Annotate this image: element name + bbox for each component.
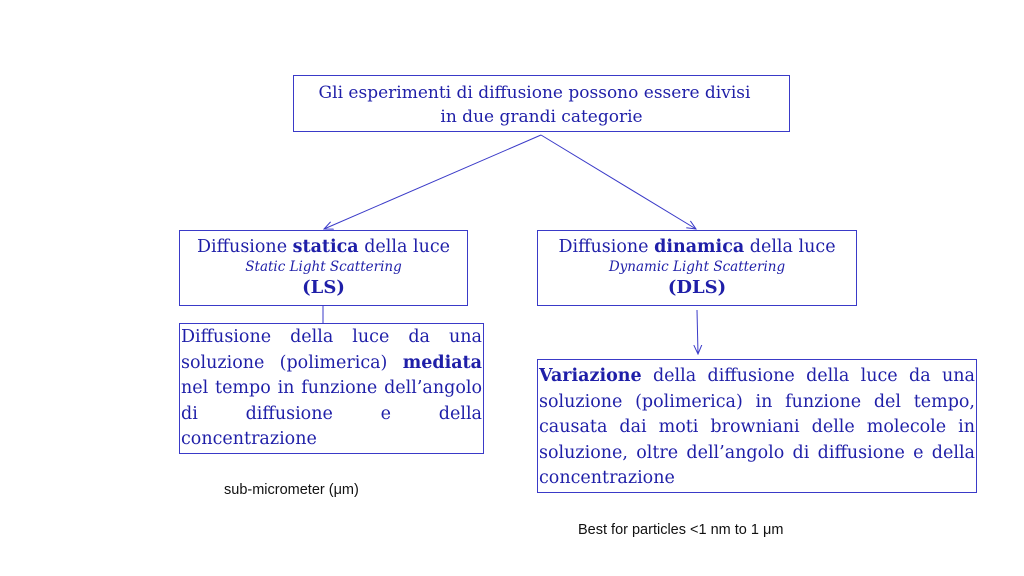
dls-abbreviation: (DLS) <box>667 277 727 298</box>
dls-category-box <box>537 230 857 306</box>
dls-title-bold: dinamica <box>654 237 745 257</box>
dls-subtitle: Dynamic Light Scattering <box>608 259 786 275</box>
dls-desc-bold: Variazione <box>539 366 642 386</box>
dls-title-post: della luce <box>749 237 836 257</box>
arrow-to-ls <box>324 135 541 229</box>
ls-desc-bold: mediata <box>402 352 482 373</box>
root-box <box>293 75 790 132</box>
arrow-dls-down <box>697 310 698 354</box>
ls-size-note: sub-micrometer (μm) <box>224 482 359 498</box>
root-text-line2: in due grandi categorie <box>440 107 643 127</box>
dls-title-pre: Diffusione <box>558 237 649 257</box>
ls-title-post: della luce <box>364 237 451 257</box>
dls-title <box>538 236 856 258</box>
arrow-to-dls <box>541 135 696 229</box>
ls-abbreviation: (LS) <box>302 277 345 298</box>
ls-title-pre: Diffusione <box>196 237 288 257</box>
dls-desc-line1: della diffusione della luce <box>652 366 898 386</box>
ls-desc-rest: nel tempo in funzione dell’angolo di diffusione e della concentrazione <box>181 378 482 449</box>
ls-description-box <box>179 323 484 454</box>
dls-description-box <box>537 359 977 493</box>
dls-size-note: Best for particles <1 nm to 1 μm <box>578 522 784 538</box>
ls-title <box>180 236 467 258</box>
dls-desc-rest: da una soluzione (polimerica) in funzione del tempo, causata dai moti browniani delle molecole in soluzione, oltre dell’angolo di diffusione e della concentrazione <box>539 366 975 488</box>
ls-title-bold: statica <box>292 237 359 257</box>
root-text-line1: Gli esperimenti di diffusione possono essere divisi <box>318 83 751 103</box>
ls-category-box <box>179 230 468 306</box>
ls-subtitle: Static Light Scattering <box>245 259 402 275</box>
ls-desc-line1: Diffusione della luce da una soluzione (polimerica) <box>181 327 482 373</box>
